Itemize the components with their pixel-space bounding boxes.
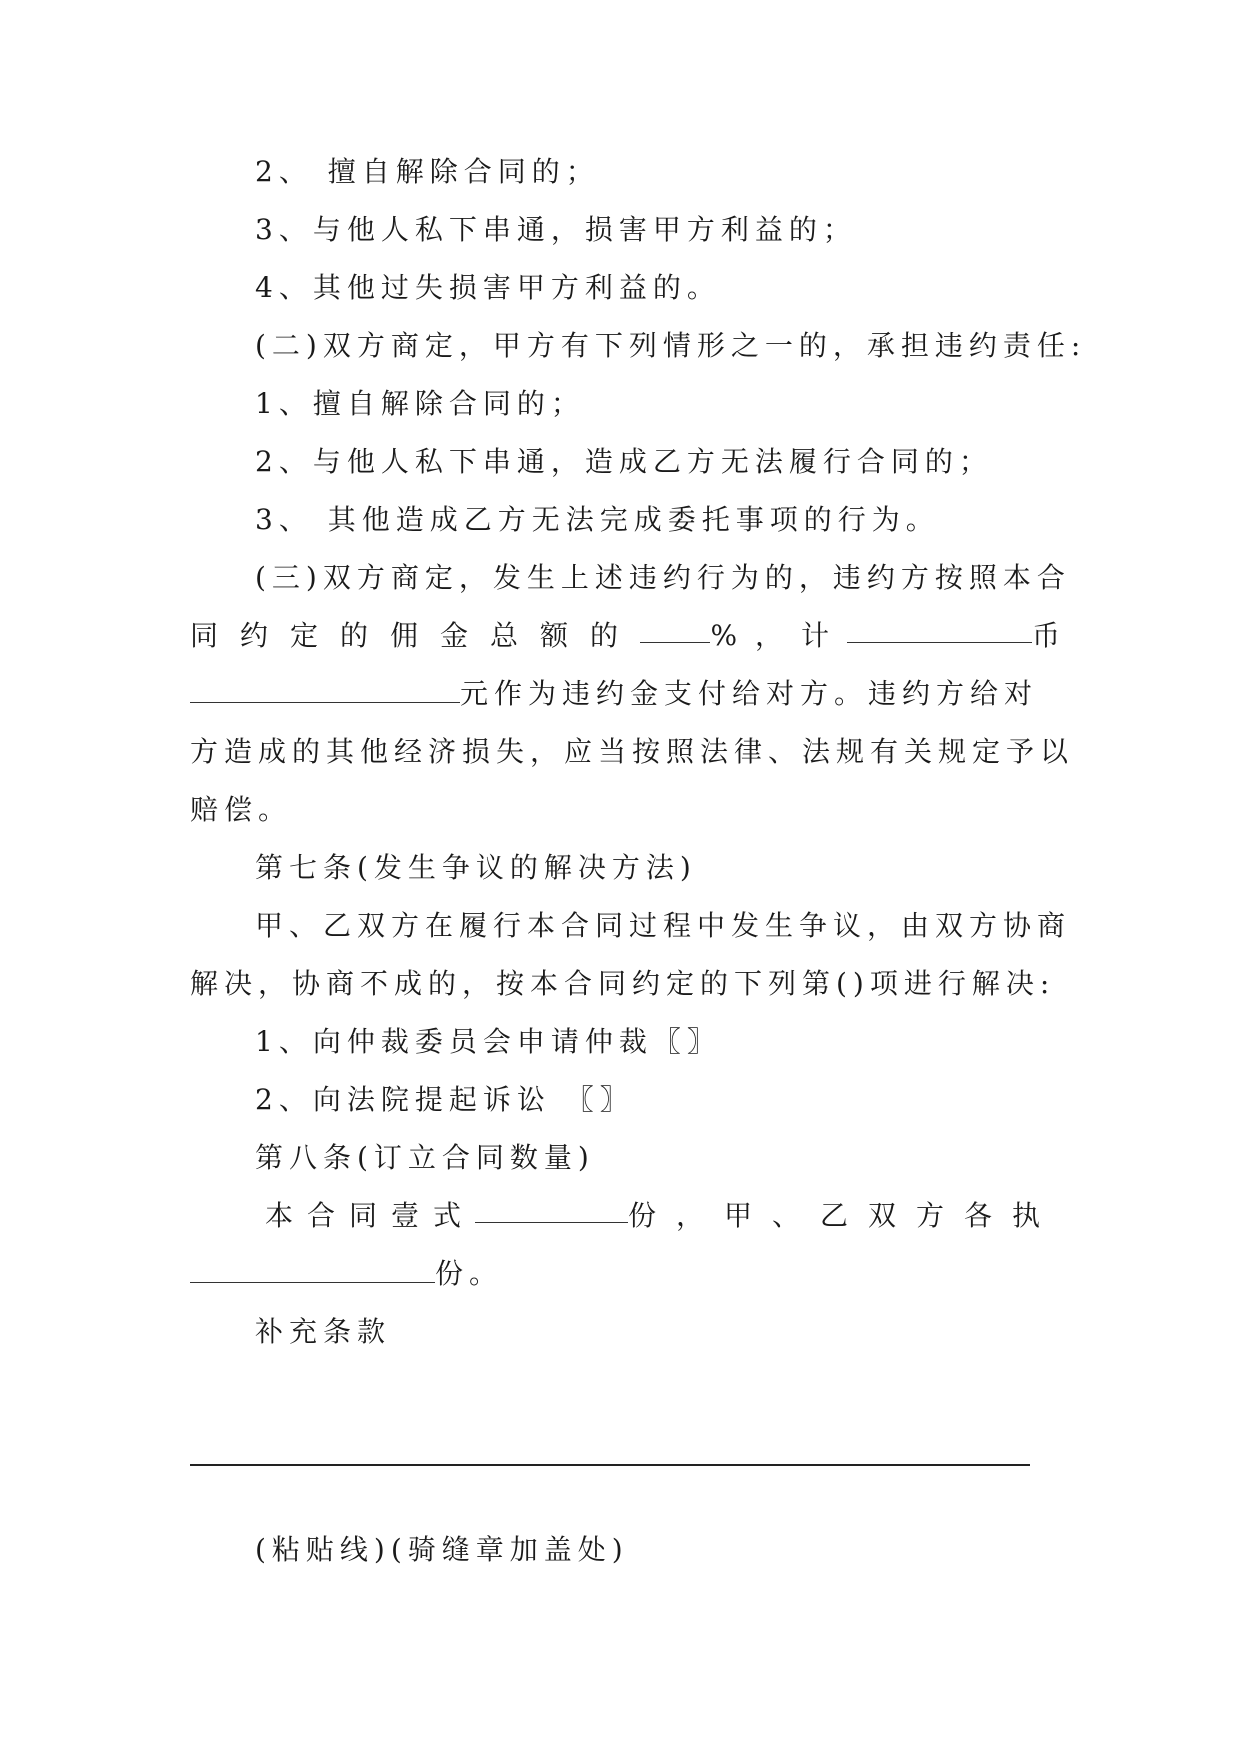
amount-blank[interactable] bbox=[847, 616, 1032, 643]
clause-line-8: (三)双方商定，发生上述违约行为的，违约方按照本合 bbox=[255, 561, 1071, 594]
clause-line-15: 解决，协商不成的，按本合同约定的下列第()项进行解决: bbox=[190, 967, 1056, 1000]
supplementary-terms-heading: 补充条款 bbox=[255, 1315, 392, 1348]
clause-line-5: 1、擅自解除合同的； bbox=[255, 387, 585, 420]
copies-text-b: 份，甲、乙双方各执 bbox=[627, 1199, 1060, 1232]
clause-line-1: 2、 擅自解除合同的； bbox=[255, 155, 600, 188]
penalty-text-c: 币 bbox=[1031, 619, 1060, 652]
clause-line-6: 2、与他人私下串通，造成乙方无法履行合同的； bbox=[255, 445, 993, 478]
paste-line-label: (粘贴线)(骑缝章加盖处) bbox=[255, 1533, 629, 1566]
penalty-text-a: 同约定的佣金总额的 bbox=[190, 619, 641, 652]
copies-text-c: 份。 bbox=[435, 1257, 504, 1290]
copies-total-blank[interactable] bbox=[475, 1196, 628, 1223]
clause-line-14: 甲、乙双方在履行本合同过程中发生争议，由双方协商 bbox=[255, 909, 1072, 942]
copies-text-a: 本合同壹式 bbox=[265, 1199, 476, 1232]
clause-line-17: 2、向法院提起诉讼 〖〗 bbox=[255, 1083, 634, 1116]
penalty-text-b: %，计 bbox=[710, 619, 848, 652]
clause-line-7: 3、 其他造成乙方无法完成委托事项的行为。 bbox=[255, 503, 940, 536]
copies-each-blank[interactable] bbox=[190, 1256, 435, 1283]
clause-line-16: 1、向仲裁委员会申请仲裁〖〗 bbox=[255, 1025, 721, 1058]
clause-line-11: 方造成的其他经济损失，应当按照法律、法规有关规定予以 bbox=[190, 735, 1075, 768]
clause-line-3: 4、其他过失损害甲方利益的。 bbox=[255, 271, 721, 304]
paste-line-divider bbox=[190, 1464, 1030, 1466]
penalty-text-d: 元作为违约金支付给对方。违约方给对 bbox=[460, 677, 1039, 710]
currency-blank[interactable] bbox=[190, 676, 460, 703]
clause-line-4: (二)双方商定，甲方有下列情形之一的，承担违约责任: bbox=[255, 329, 1087, 362]
penalty-line-2 bbox=[190, 674, 1060, 714]
clause-line-2: 3、与他人私下串通，损害甲方利益的； bbox=[255, 213, 857, 246]
article-8-heading: 第八条(订立合同数量) bbox=[255, 1141, 595, 1174]
clause-line-12: 赔偿。 bbox=[190, 793, 293, 826]
copies-line-2 bbox=[190, 1254, 1060, 1294]
copies-line bbox=[265, 1196, 1060, 1236]
article-7-heading: 第七条(发生争议的解决方法) bbox=[255, 851, 697, 884]
percent-blank[interactable] bbox=[640, 616, 710, 643]
penalty-amount-line bbox=[190, 616, 1060, 656]
